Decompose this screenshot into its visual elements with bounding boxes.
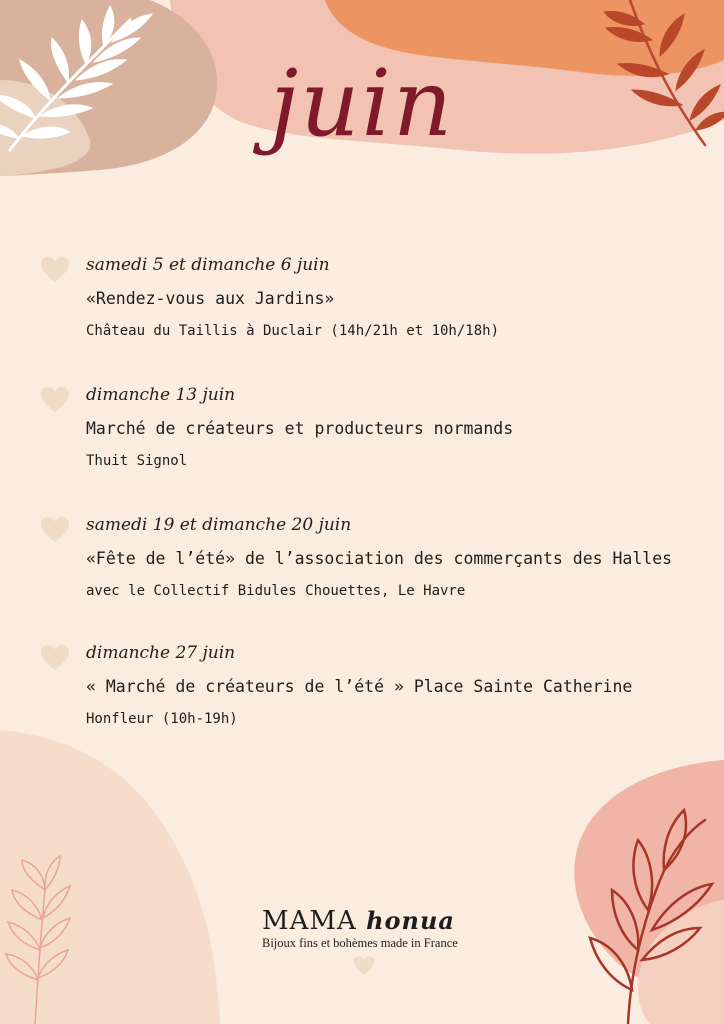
heart-icon [40, 385, 70, 415]
event-name: « Marché de créateurs de l’été » Place Sainte Catherine [86, 677, 633, 696]
event-date: dimanche 27 juin [86, 643, 236, 663]
event-place: Honfleur (10h-19h) [86, 711, 238, 727]
brand-name-main: MAMA [262, 906, 357, 936]
bottom-left-blob [0, 730, 220, 1024]
event-place: avec le Collectif Bidules Chouettes, Le Havre [86, 583, 466, 599]
event-name: «Rendez-vous aux Jardins» [86, 289, 335, 308]
brand-tagline: Bijoux fins et bohèmes made in France [262, 936, 458, 950]
brand-logo [262, 906, 472, 951]
event-name: Marché de créateurs et producteurs normands [86, 419, 514, 438]
brand-name-script: honua [366, 906, 455, 935]
event-name: «Fête de l’été» de l’association des commerçants des Halles [86, 549, 673, 568]
heart-icon [40, 643, 70, 673]
event-date: samedi 5 et dimanche 6 juin [86, 255, 330, 275]
heart-icon [40, 515, 70, 545]
brand-name [262, 906, 472, 936]
event-date: samedi 19 et dimanche 20 juin [86, 515, 352, 535]
event-place: Thuit Signol [86, 453, 188, 469]
heart-icon [353, 955, 375, 977]
event-date: dimanche 13 juin [86, 385, 236, 405]
page-title: juin [269, 50, 455, 157]
event-place: Château du Taillis à Duclair (14h/21h et 10h/18h) [86, 323, 500, 339]
heart-icon [40, 255, 70, 285]
